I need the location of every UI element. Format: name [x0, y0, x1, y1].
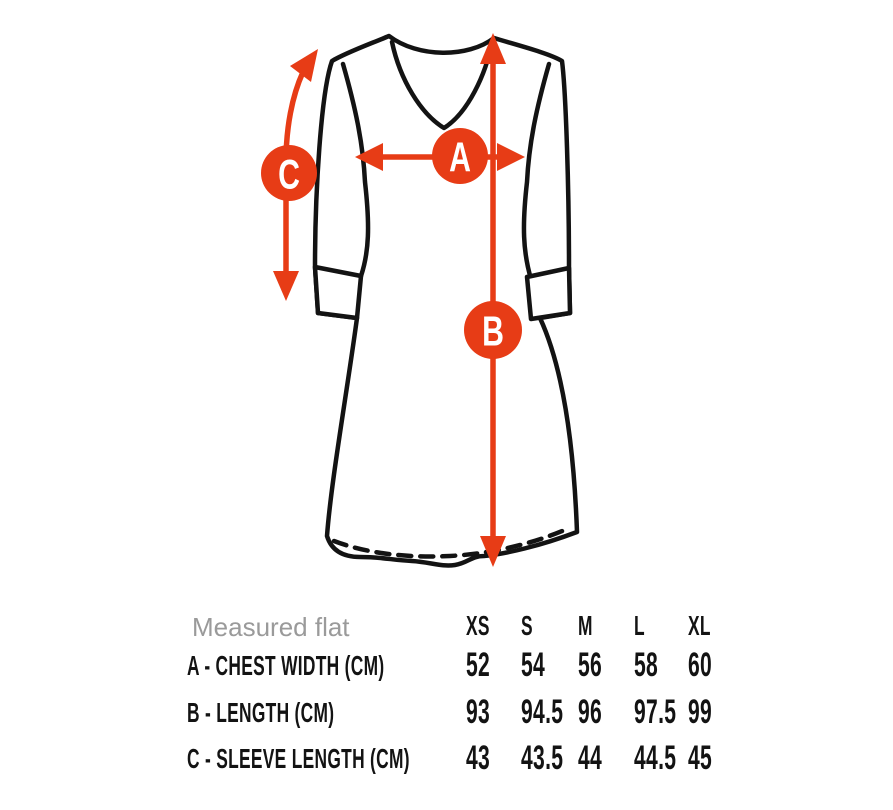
chest-width-l: 58 [634, 646, 659, 684]
length-l: 97.5 [634, 693, 677, 731]
chest-width-xs: 52 [466, 646, 491, 684]
sleeve-length-xs: 43 [466, 739, 491, 777]
chest-width-xl: 60 [688, 646, 713, 684]
marker-c-letter: C [278, 150, 300, 198]
length-s: 94.5 [521, 693, 564, 731]
size-header-s: S [521, 610, 533, 641]
length-xl: 99 [688, 693, 713, 731]
size-header-l: L [634, 610, 645, 641]
sleeve-length-s: 43.5 [521, 739, 564, 777]
marker-a-letter: A [449, 133, 471, 181]
sleeve-length-l: 44.5 [634, 739, 677, 777]
length-xs: 93 [466, 693, 491, 731]
sleeve-length-m: 44 [578, 739, 603, 777]
chest-width-m: 56 [578, 646, 603, 684]
size-header-m: M [578, 610, 593, 641]
table-corner-label: Measured flat [192, 612, 350, 642]
chest-width-s: 54 [521, 646, 546, 684]
sleeve-length-xl: 45 [688, 739, 713, 777]
length-m: 96 [578, 693, 603, 731]
row-label-length: B - LENGTH (CM) [187, 697, 335, 728]
size-header-xl: XL [688, 610, 711, 641]
row-label-chest-width: A - CHEST WIDTH (CM) [187, 650, 385, 681]
row-label-sleeve-length: C - SLEEVE LENGTH (CM) [187, 743, 410, 774]
marker-b-letter: B [482, 307, 504, 355]
size-header-xs: XS [466, 610, 490, 641]
